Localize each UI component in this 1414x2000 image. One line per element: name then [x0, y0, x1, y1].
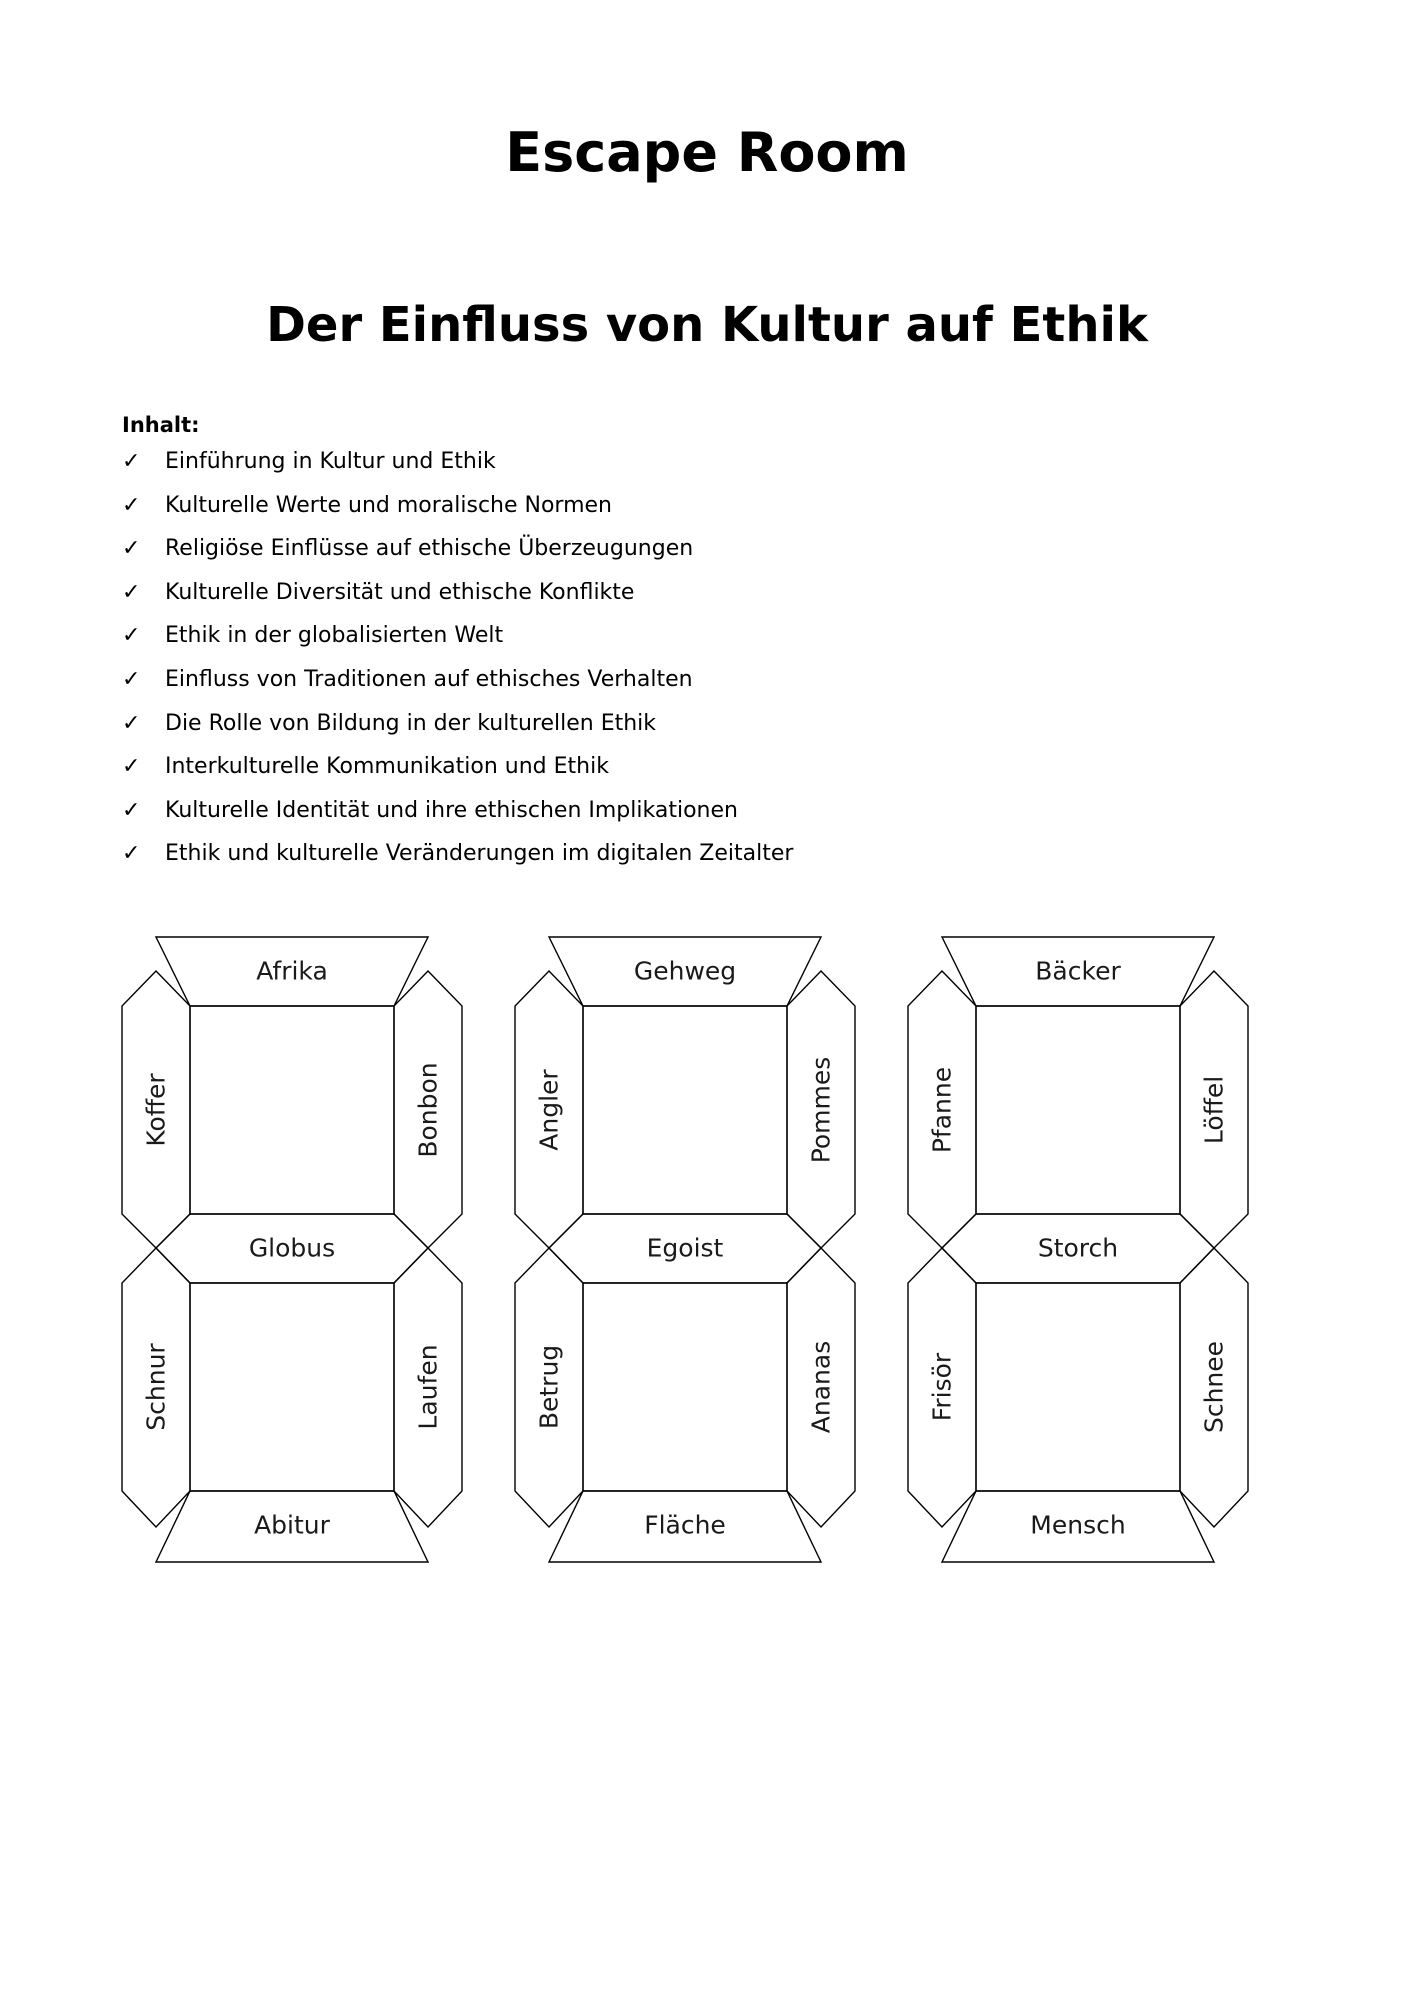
dice-net-3-label-middle: Storch — [1037, 1233, 1119, 1263]
dice-net-2-label-upper-right: Pommes — [806, 1056, 836, 1164]
dice-net-1-label-upper-right: Bonbon — [413, 1062, 443, 1158]
check-icon: ✓ — [122, 710, 141, 736]
list-item-text: Religiöse Einflüsse auf ethische Überzeugungen — [165, 536, 694, 562]
dice-net-2-label-lower-left: Betrug — [534, 1344, 564, 1430]
contents-heading: Inhalt: — [122, 413, 200, 437]
check-icon: ✓ — [122, 623, 141, 649]
dice-net-1-label-lower-left: Schnur — [141, 1343, 171, 1431]
dice-net-1-label-bottom: Abitur — [254, 1510, 330, 1540]
list-item-text: Ethik und kulturelle Veränderungen im digitalen Zeitalter — [165, 841, 794, 867]
check-icon: ✓ — [122, 841, 141, 867]
list-item-text: Kulturelle Werte und moralische Normen — [165, 492, 613, 518]
check-icon: ✓ — [122, 579, 141, 605]
dice-net-1-label-lower-right: Laufen — [413, 1344, 443, 1430]
check-icon: ✓ — [122, 536, 141, 562]
dice-net-3-label-upper-right: Löffel — [1199, 1075, 1229, 1145]
list-item-text: Einführung in Kultur und Ethik — [165, 449, 496, 474]
list-item-text: Die Rolle von Bildung in der kulturellen Ethik — [165, 710, 657, 736]
check-icon: ✓ — [122, 449, 141, 474]
dice-net-2-upper-square — [583, 1006, 787, 1214]
dice-net-3-label-bottom: Mensch — [1030, 1510, 1126, 1540]
dice-net-3-label-lower-left: Frisör — [927, 1352, 957, 1422]
page-subtitle: Der Einfluss von Kultur auf Ethik — [266, 297, 1148, 353]
dice-net-1-label-middle: Globus — [248, 1233, 336, 1263]
list-item-text: Einfluss von Traditionen auf ethisches Verhalten — [165, 666, 693, 692]
dice-net-2-label-upper-left: Angler — [534, 1069, 564, 1151]
dice-net-1-label-top: Afrika — [256, 956, 328, 986]
page-title: Escape Room — [505, 121, 909, 184]
dice-net-2-label-lower-right: Ananas — [806, 1340, 836, 1434]
list-item-text: Ethik in der globalisierten Welt — [165, 623, 504, 649]
dice-net-3-label-upper-left: Pfanne — [927, 1066, 957, 1154]
check-icon: ✓ — [122, 492, 141, 518]
dice-net-2-label-top: Gehweg — [633, 956, 737, 986]
dice-net-1-upper-square — [190, 1006, 394, 1214]
dice-net-3-label-top: Bäcker — [1035, 956, 1121, 986]
dice-net-3-upper-square — [976, 1006, 1180, 1214]
list-item-text: Kulturelle Identität und ihre ethischen Implikationen — [165, 797, 738, 823]
check-icon: ✓ — [122, 754, 141, 780]
dice-net-2-label-bottom: Fläche — [644, 1510, 726, 1540]
dice-net-1-label-upper-left: Koffer — [141, 1073, 171, 1147]
dice-net-2-label-middle: Egoist — [646, 1233, 724, 1263]
list-item-text: Kulturelle Diversität und ethische Konflikte — [165, 579, 635, 605]
list-item-text: Interkulturelle Kommunikation und Ethik — [165, 754, 609, 780]
dice-net-3-lower-square — [976, 1283, 1180, 1491]
dice-net-3-label-lower-right: Schnee — [1199, 1340, 1229, 1434]
check-icon: ✓ — [122, 797, 141, 823]
check-icon: ✓ — [122, 666, 141, 692]
dice-net-1-lower-square — [190, 1283, 394, 1491]
dice-net-2-lower-square — [583, 1283, 787, 1491]
